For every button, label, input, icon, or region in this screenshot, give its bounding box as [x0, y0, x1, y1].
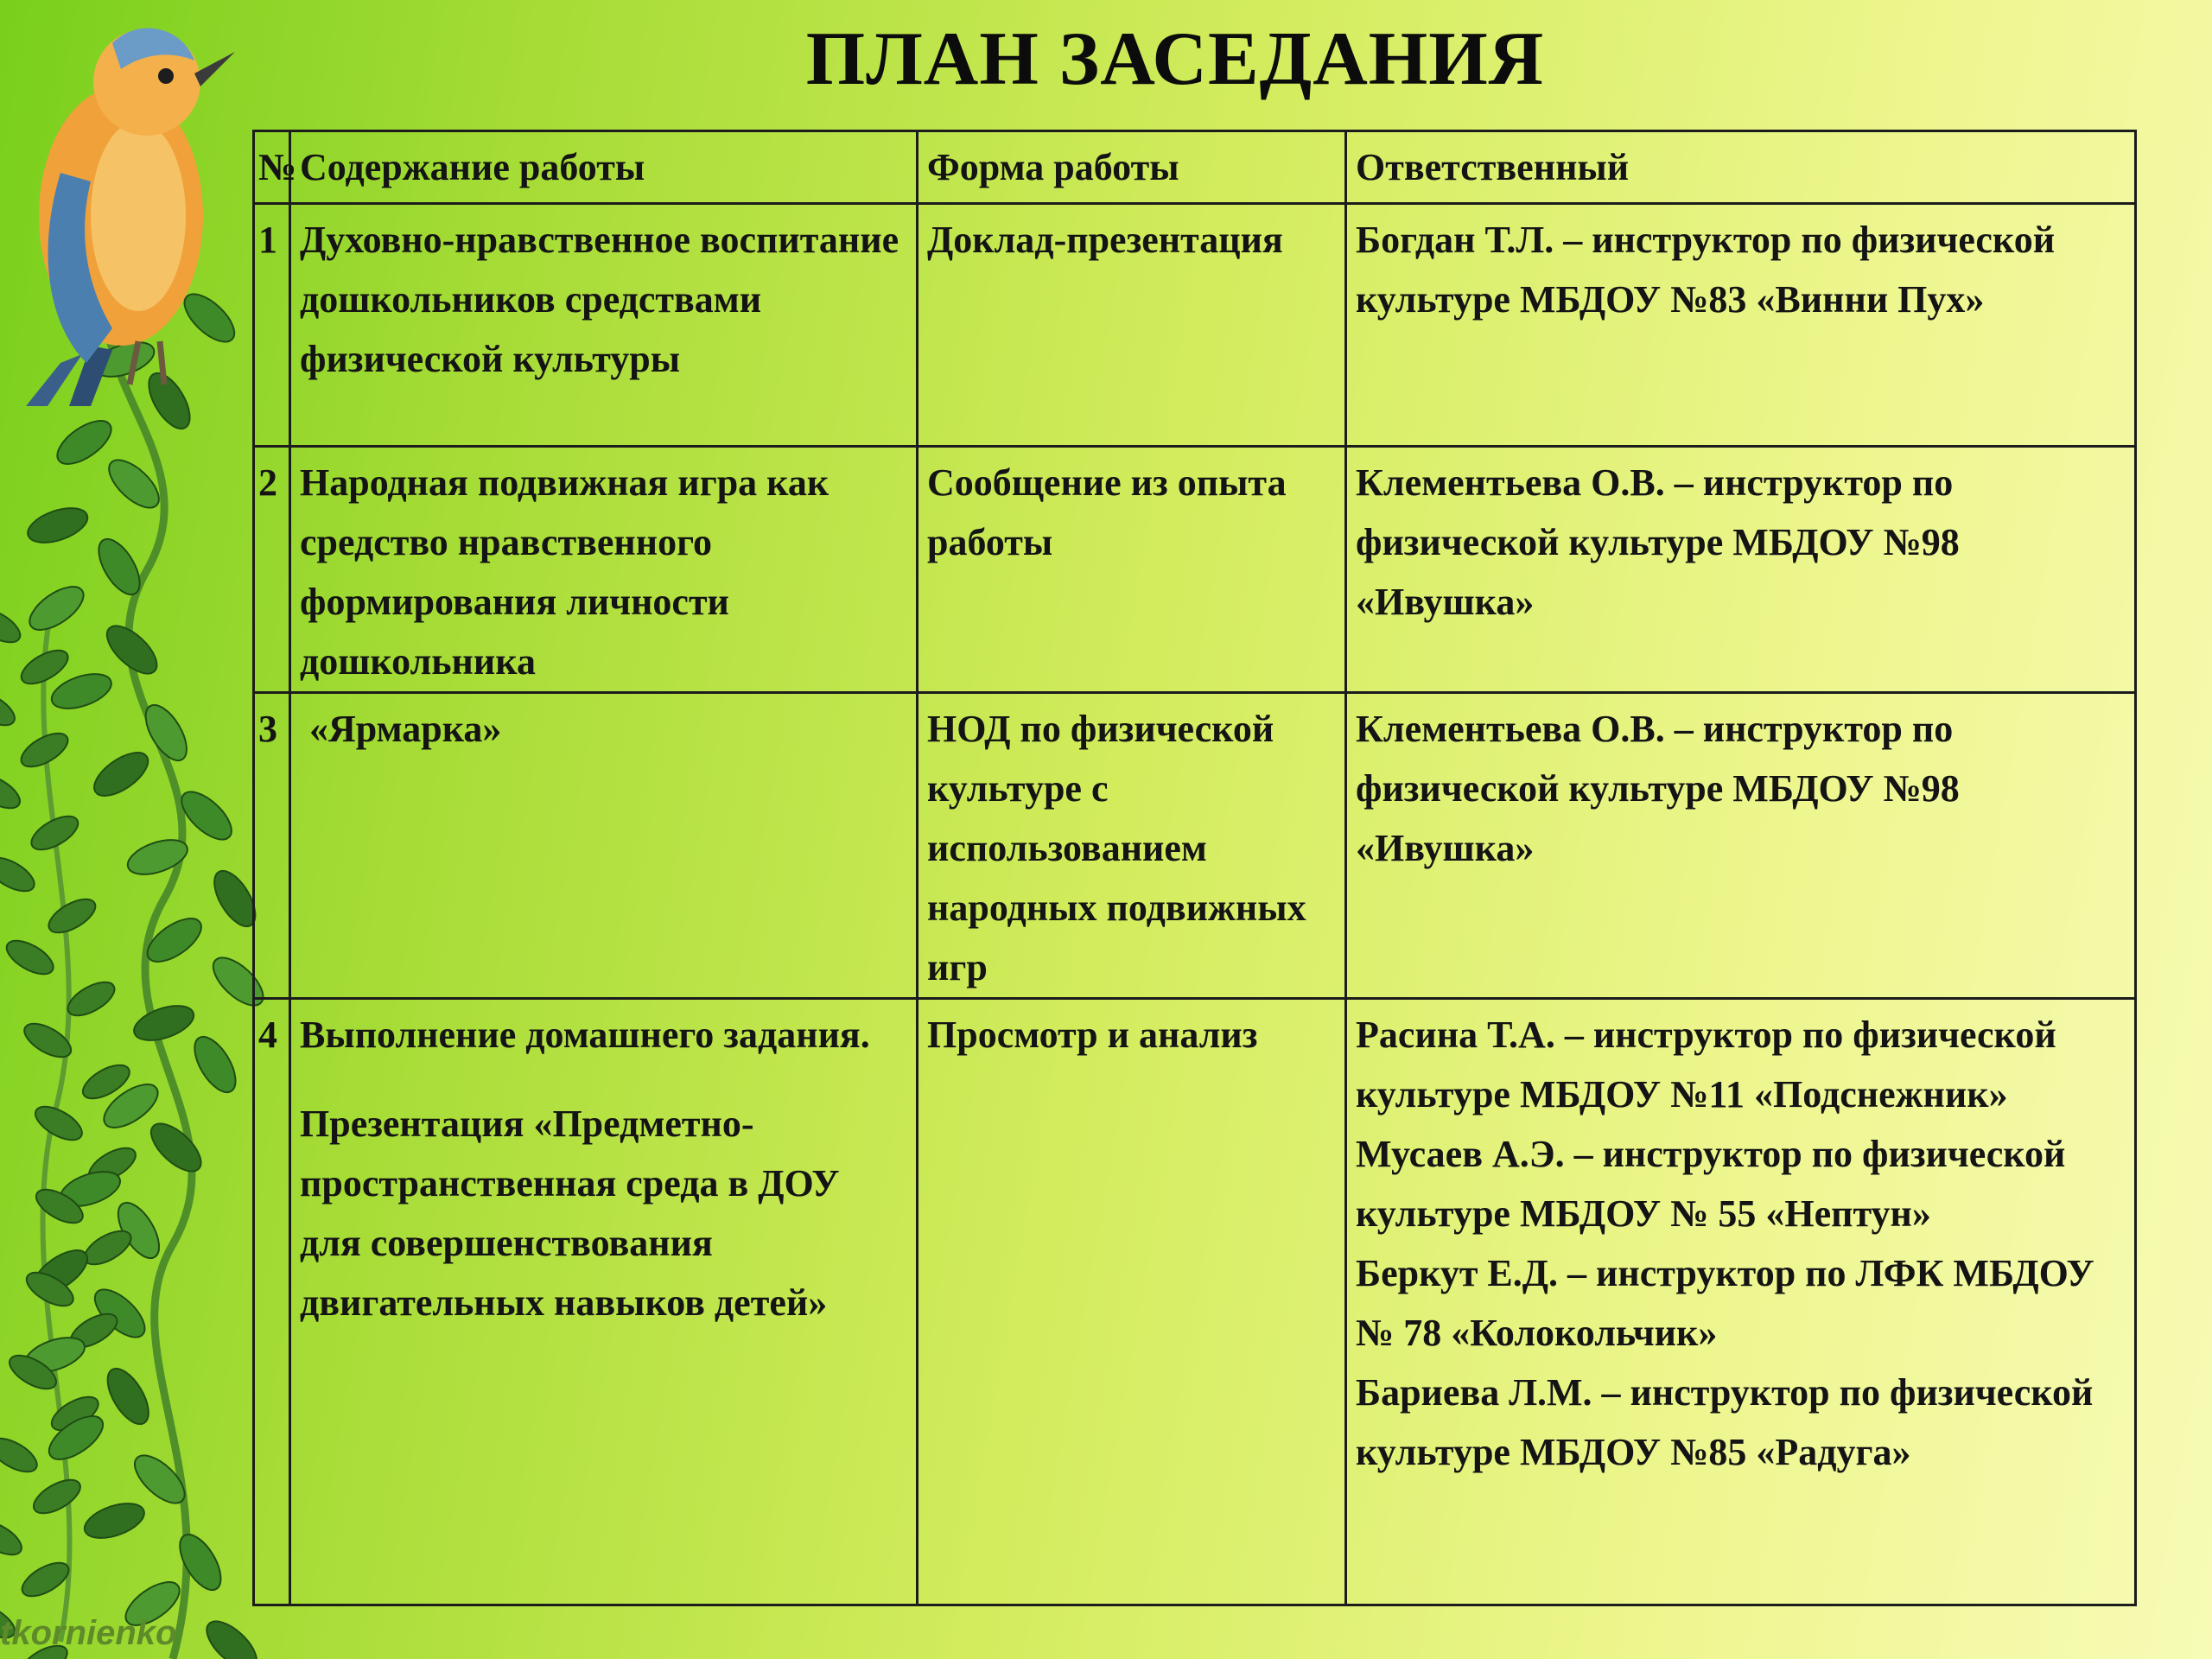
- table-row: [254, 999, 2136, 1605]
- leaf-decoration: [48, 667, 116, 715]
- row-num: 3: [254, 693, 290, 999]
- table-header-row: [254, 131, 2136, 204]
- row-form: Сообщение из опыта работы: [918, 447, 1346, 693]
- homework-text: Выполнение домашнего задания.: [300, 1014, 870, 1056]
- row-content: Духовно-нравственное воспитание дошкольников средствами физической культуры: [290, 204, 918, 447]
- row-num: 2: [254, 447, 290, 693]
- bird-illustration: [9, 0, 242, 406]
- leaf-decoration: [22, 578, 90, 638]
- leaf-decoration: [23, 501, 92, 550]
- row-content: [290, 999, 918, 1605]
- leaf-decoration: [0, 851, 40, 898]
- row-responsible: [1346, 999, 2136, 1605]
- row-content: Народная подвижная игра как средство нравственного формирования личности дошкольника: [290, 447, 918, 693]
- leaf-decoration: [143, 1116, 209, 1179]
- row-responsible: Богдан Т.Л. – инструктор по физической культуре МБДОУ №83 «Винни Пух»: [1346, 204, 2136, 447]
- leaf-decoration: [0, 1432, 42, 1478]
- leaf-decoration: [199, 1613, 264, 1659]
- row-num: 1: [254, 204, 290, 447]
- leaf-decoration: [87, 744, 155, 804]
- row-form: Просмотр и анализ: [918, 999, 1346, 1605]
- leaf-decoration: [43, 893, 100, 939]
- header-content: Содержание работы: [290, 131, 918, 204]
- row-responsible: Клементьева О.В. – инструктор по физической культуре МБДОУ №98 «Ивушка»: [1346, 447, 2136, 693]
- leaf-decoration: [0, 685, 20, 732]
- table-row: [254, 204, 2136, 447]
- row-form: НОД по физической культуре с использованием народных подвижных игр: [918, 693, 1346, 999]
- row-content: «Ярмарка»: [290, 693, 918, 999]
- row-form: Доклад-презентация: [918, 204, 1346, 447]
- header-form: Форма работы: [918, 131, 1346, 204]
- responsible-person: Мусаев А.Э. – инструктор по физической культуре МБДОУ № 55 «Нептун»: [1356, 1133, 2066, 1235]
- row-responsible: Клементьева О.В. – инструктор по физической культуре МБДОУ №98 «Ивушка»: [1346, 693, 2136, 999]
- leaf-decoration: [0, 602, 25, 649]
- leaf-decoration: [99, 1362, 156, 1430]
- leaf-decoration: [80, 1497, 149, 1545]
- responsible-person: Беркут Е.Д. – инструктор по ЛФК МБДОУ № 78 «Колокольчик»: [1356, 1252, 2094, 1354]
- page-title: ПЛАН ЗАСЕДАНИЯ: [805, 17, 1545, 101]
- leaf-decoration: [0, 1515, 27, 1561]
- header-responsible: Ответственный: [1346, 131, 2136, 204]
- row-num: 4: [254, 999, 290, 1605]
- leaf-decoration: [50, 412, 118, 472]
- leaf-decoration: [130, 999, 198, 1047]
- responsible-person: Бариева Л.М. – инструктор по физической культуре МБДОУ №85 «Радуга»: [1356, 1371, 2094, 1473]
- table-row: [254, 693, 2136, 999]
- leaf-decoration: [29, 1473, 86, 1520]
- header-num: №: [254, 131, 290, 204]
- table-row: [254, 447, 2136, 693]
- leaf-decoration: [0, 768, 25, 815]
- leaf-decoration: [187, 1030, 244, 1098]
- author-watermark: tkornienko: [0, 1614, 177, 1652]
- responsible-person: Расина Т.А. – инструктор по физической культуре МБДОУ №11 «Подснежник»: [1356, 1014, 2056, 1116]
- meeting-plan-table: [252, 130, 2137, 1606]
- leaf-decoration: [172, 1528, 229, 1596]
- presentation-text: Презентация «Предметно-пространственная среда в ДОУ для совершенствования двигательных навыков детей»: [300, 1103, 840, 1324]
- leaf-decoration: [2, 934, 59, 981]
